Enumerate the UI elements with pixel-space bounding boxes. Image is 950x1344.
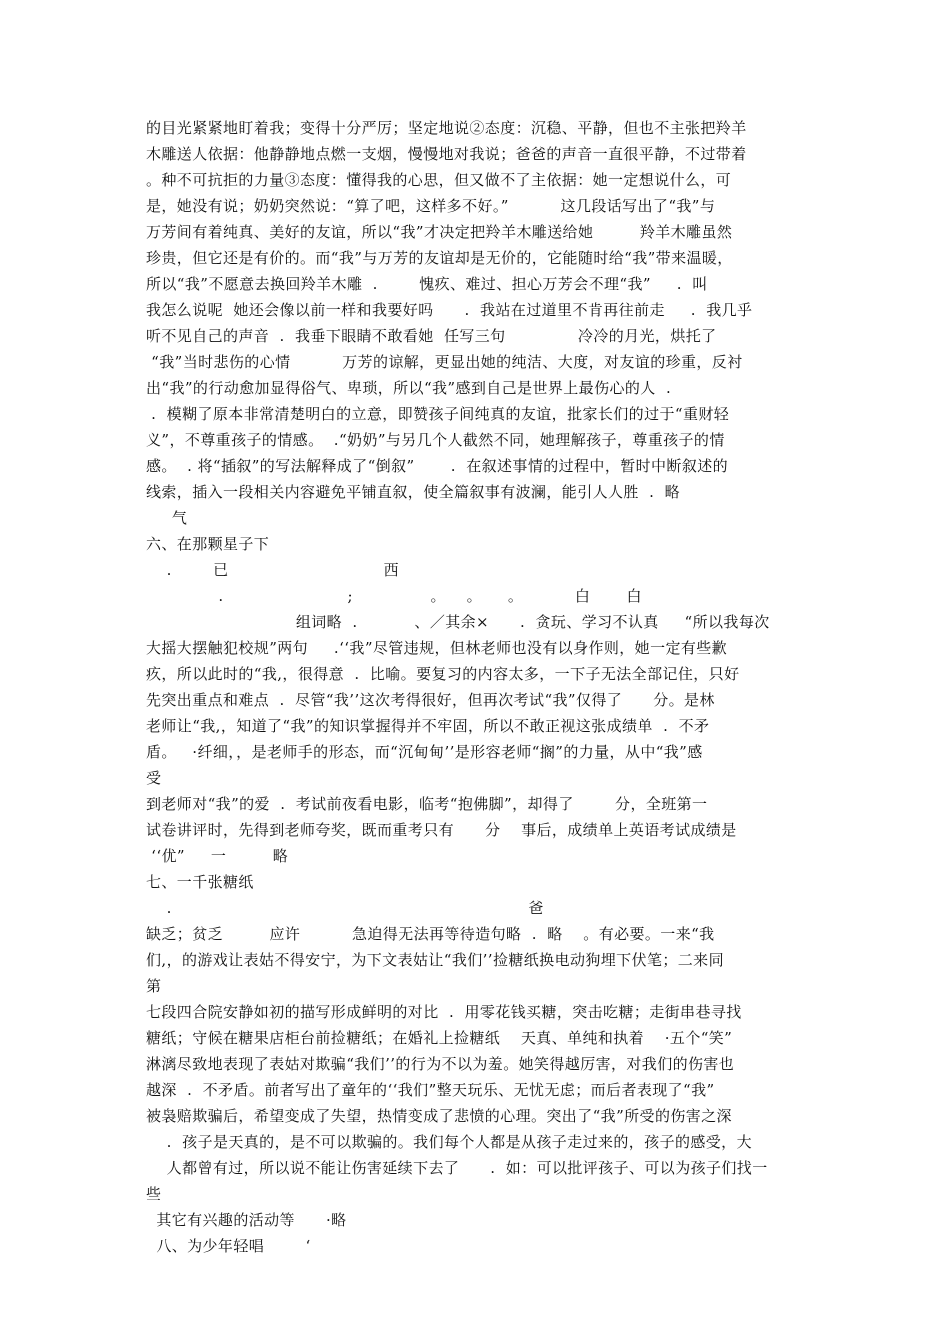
text-line: 线索，插入一段相关内容避免平铺直叙，使全篇叙事有波澜，能引人人胜 . 略 (146, 483, 681, 501)
text-line: . ; 。 。 。 白 白 (146, 587, 642, 605)
text-line: 出“我”的行动愈加显得俗气、卑琐，所以“我”感到自己是世界上最伤心的人 . (146, 379, 672, 397)
text-line: 珍贵，但它还是有价的。而“我”与万芳的友谊却是无价的，它能随时给“我”带来温暖， (146, 249, 733, 267)
text-line: . 爸 (146, 899, 544, 917)
text-line: . 已 西 (146, 561, 400, 579)
text-line: 到老师对“我”的爱 . 考试前夜看电影，临考“抱佛脚”，却得了 分，全班第一 (146, 795, 708, 813)
text-line: 们,，的游戏让表姑不得安宁，为下文表姑让“我们’’捡糖纸换电动狗埋下伏笔；二来同 (146, 951, 724, 969)
text-line: 的目光紧紧地盯着我；变得十分严厉；坚定地说②态度：沉稳、平静，但也不主张把羚羊 (146, 119, 747, 137)
text-line: 七段四合院安静如初的描写形成鲜明的对比 . 用零花钱买糖，突击吃糖；走街串巷寻找 (146, 1003, 742, 1021)
text-line: 些 (146, 1185, 162, 1203)
section-heading: 六、在那颗星子下 (146, 535, 270, 553)
text-line: 万芳间有着纯真、美好的友谊，所以“我”才决定把羚羊木雕送给她 羚羊木雕虽然 (146, 223, 733, 241)
text-line: 越深 . 不矛盾。前者写出了童年的‘‘我们”整天玩乐、无忧无虑；而后者表现了“我” (146, 1081, 715, 1099)
text-line: 其它有兴趣的活动等 ·略 (146, 1211, 347, 1229)
text-line: 人都曾有过，所以说不能让伤害延续下去了 . 如：可以批评孩子、可以为孩子们找一 (146, 1159, 768, 1177)
section-heading: 八、为少年轻唱 ‘ (146, 1237, 311, 1255)
section-heading: 七、一千张糖纸 (146, 873, 254, 891)
text-line: 老师让“我,，知道了“我”的知识掌握得并不牢固，所以不敢正视这张成绩单 . 不矛 (146, 717, 710, 735)
text-line: 第 (146, 977, 162, 995)
text-line: . 孩子是天真的，是不可以欺骗的。我们每个人都是从孩子走过来的，孩子的感受，大 (146, 1133, 752, 1151)
text-line: 组词略 . 、／其余× . 贪玩、学习不认真 “所以我每次 (146, 613, 770, 631)
text-line: 糖纸；守候在糖果店柜台前捡糖纸；在婚礼上捡糖纸 天真、单纯和执着 ·五个“笑” (146, 1029, 733, 1047)
text-line: 感。 . 将“插叙”的写法解释成了“倒叙” . 在叙述事情的过程中，暂时中断叙述的 (146, 457, 729, 475)
text-line: ‘‘优” 一 略 (146, 847, 289, 865)
text-line: 盾。 ·纤细，，是老师手的形态，而“沉甸甸’’是形容老师“搁”的力量，从中“我”感 (146, 743, 703, 761)
text-line: 疚，所以此时的“我,，很得意 . 比喻。要复习的内容太多，一下子无法全部记住，只好 (146, 665, 740, 683)
text-line: 听不见自己的声音 . 我垂下眼睛不敢看她 任写三句 冷冷的月光，烘托了 (146, 327, 717, 345)
text-line: 受 (146, 769, 162, 787)
text-line: 是，她没有说；奶奶突然说：“算了吧，这样多不好。” 这几段话写出了“我”与 (146, 197, 716, 215)
text-line: “我”当时悲伤的心情 万芳的谅解，更显出她的纯洁、大度，对友谊的珍重，反衬 (146, 353, 743, 371)
text-line: 气 (146, 509, 188, 527)
text-line: 义”，不尊重孩子的情感。 .“奶奶”与另几个人截然不同，她理解孩子，尊重孩子的情 (146, 431, 725, 449)
text-line: . 模糊了原本非常清楚明白的立意，即赞孩子间纯真的友谊，批家长们的过于“重财轻 (146, 405, 730, 423)
text-line: 试卷讲评时，先得到老师夸奖，既而重考只有 分 事后，成绩单上英语考试成绩是 (146, 821, 737, 839)
text-line: 木雕送人依据：他静静地点燃一支烟，慢慢地对我说；爸爸的声音一直很平静，不过带着 (146, 145, 747, 163)
text-line: 我怎么说呢 她还会像以前一样和我要好吗 . 我站在过道里不肯再往前走 . 我几乎 (146, 301, 753, 319)
text-line: 先突出重点和难点 . 尽管“我’’这次考得很好，但再次考试“我”仅得了 分。是林 (146, 691, 715, 709)
text-line: 。种不可抗拒的力量③态度：懂得我的心思，但又做不了主依据：她一定想说什么，可 (146, 171, 732, 189)
text-line: 被袅赔欺骗后，希望变成了失望，热情变成了悲愤的心理。突出了“我”所受的伤害之深 (146, 1107, 732, 1125)
text-line: 淋漓尽致地表现了表姑对欺骗“我们’’的行为不以为羞。她笑得越厉害，对我们的伤害也 (146, 1055, 735, 1073)
text-line: 大摇大摆触犯校规”两句 .‘‘我”尽管违规，但林老师也没有以身作则，她一定有些歉 (146, 639, 728, 657)
text-line: 缺乏；贫乏 应许 急迫得无法再等待造句略 . 略 。有必要。一来“我 (146, 925, 715, 943)
text-line: 所以“我”不愿意去换回羚羊木雕 . 愧疚、难过、担心万芳会不理“我” . 叫 (146, 275, 708, 293)
